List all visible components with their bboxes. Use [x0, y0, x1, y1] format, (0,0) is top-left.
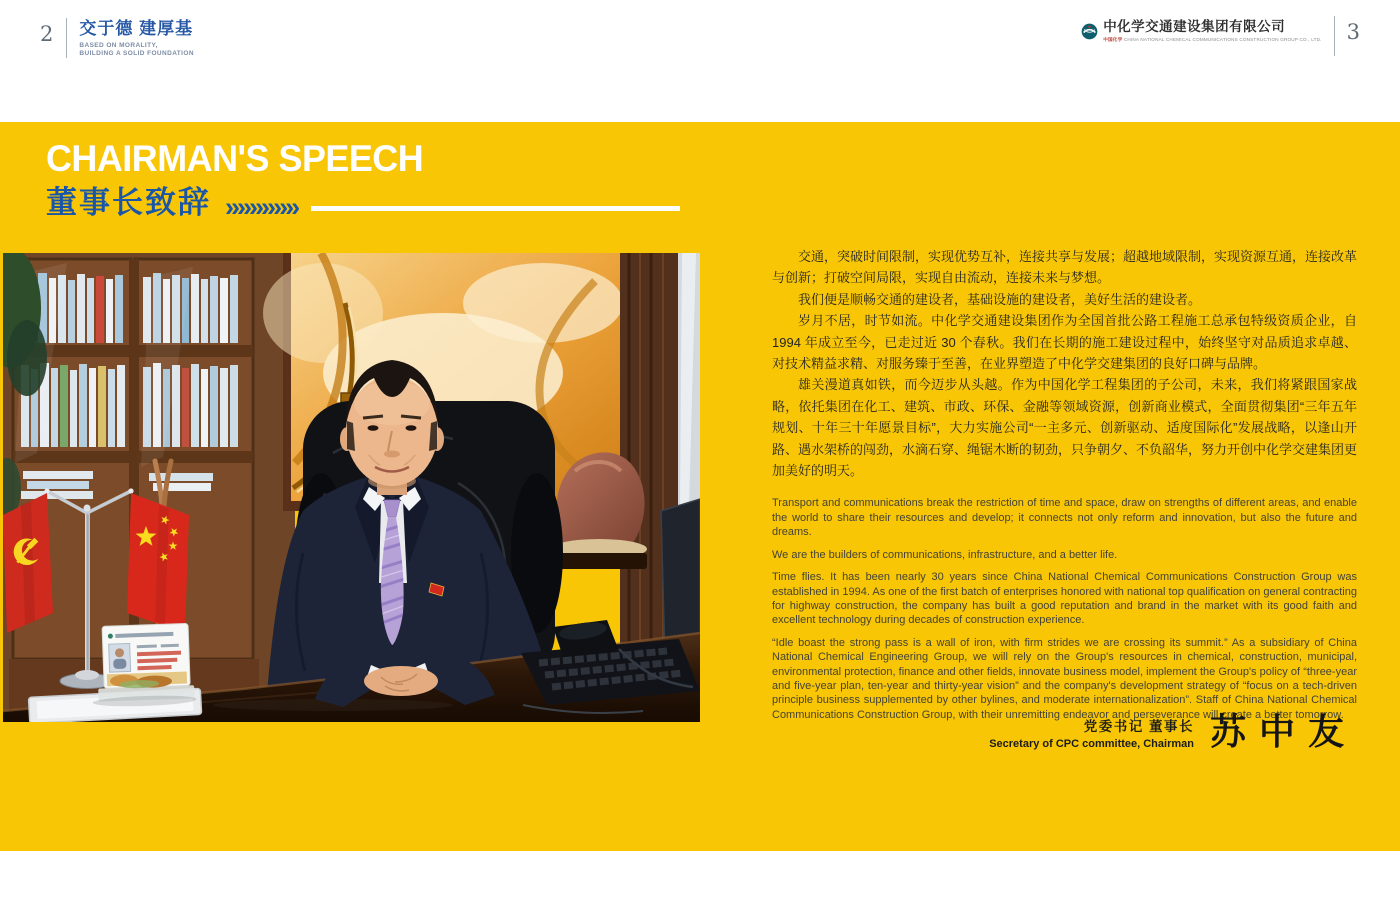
right-page-number: 3: [1346, 20, 1360, 44]
title-rule: [311, 206, 680, 211]
cpc-flag-icon: [3, 493, 53, 633]
page-header: [0, 0, 1400, 122]
signature-title-en: Secretary of CPC committee, Chairman: [989, 737, 1194, 750]
header-divider: [66, 18, 67, 58]
slogan-en: [79, 42, 194, 59]
company-name-sub: [1103, 37, 1321, 43]
company-sub-en: CHINA NATIONAL CHEMICAL COMMUNICATIONS CONSTRUCTION GROUP CO., LTD.: [1123, 36, 1322, 42]
window-blinds: [678, 253, 700, 508]
signature-block: [989, 711, 1357, 753]
china-flag-icon: [127, 493, 189, 633]
speech-paragraph-cn-1: 交通，突破时间限制，实现优势互补，连接共享与发展；超越地域限制，实现资源互通，连接改革与创新；打破空间局限，实现自由流动，连接未来与梦想。: [772, 249, 1358, 286]
slogan-en-line1: BASED ON MORALITY,: [79, 41, 158, 49]
speech-body: [772, 246, 1357, 722]
speech-paragraph-en-4: “Idle boast the strong pass is a wall of iron, with firm strides we are crossing its summit.” As a subsidiary of China National Chemical Engineering Group, we will rely on the Group's resources in chemical, construction, municipal, environmental protection, finance and other fields, innovate business model, implement the Group's policy of “three-year and five-year plan, ten-year and thirty-year vision” and the company's development strategy of “focus on a tech-driven principle business supplemented by other bylines, and moderate internationalization”. Staff of China National Chemical Communications Construction Group, with their unremitting endeavor and perseverance will create a better tomorrow.: [772, 636, 1357, 721]
signature-title-cn: 党委书记 董事长: [1083, 718, 1194, 734]
title-block: [46, 140, 680, 221]
slogan-cn: 交于德 建厚基: [79, 19, 194, 38]
speech-paragraph-en-3: Time flies. It has been nearly 30 years since China National Chemical Communications Construction Group was established in 1994. As one of the first batch of enterprises honored with national top qualification on general contracting for highway construction, the company has built a good reputation and brand in the market with its good faith and excellent technology during decades of construction experience.: [772, 571, 1357, 627]
speech-paragraph-cn-3: 岁月不居，时节如流。中化学交通建设集团作为全国首批公路工程施工总承包特级资质企业，自 1994 年成立至今，已走过近 30 个春秋。我们在长期的施工建设过程中，始终坚守对品质追求卓越、对技术精益求精、对服务臻于至善，在业界塑造了中化学交建集团的良好口碑与品牌。: [772, 313, 1357, 372]
slogan-en-line2: BUILDING A SOLID FOUNDATION: [79, 50, 194, 58]
chevrons-icon: »»»»»»: [225, 191, 298, 222]
chairman-photo: [3, 253, 700, 722]
speech-paragraph-cn-2: 我们便是顺畅交通的建设者，基础设施的建设者，美好生活的建设者。: [798, 291, 1202, 307]
company-logo: [1081, 20, 1321, 43]
name-card: [90, 623, 197, 708]
left-page-number: 2: [40, 22, 54, 46]
company-name-cn: 中化学交通建设集团有限公司: [1103, 19, 1286, 34]
page-title-en: CHAIRMAN'S SPEECH: [46, 138, 424, 179]
header-right: [1081, 14, 1360, 56]
company-logo-icon: [1081, 23, 1098, 40]
brand-slogan: [79, 16, 194, 59]
company-sub-cn: 中国化学: [1103, 36, 1123, 42]
signature-name: 苏中友: [1209, 711, 1357, 753]
chairman-speech-section: [0, 122, 1400, 851]
page-title-cn: 董事长致辞: [46, 185, 211, 221]
speech-paragraph-cn-4: 雄关漫道真如铁，而今迈步从头越。作为中国化学工程集团的子公司，未来，我们将紧跟国家战略，依托集团在化工、建筑、市政、环保、金融等领域资源，创新商业模式，全面贯彻集团“三年五年规划、十年三十年愿景目标”，大力实施公司“一主多元、创新驱动、适度国际化”发展战略，以逢山开路、遇水架桥的闯劲，水滴石穿、绳锯木断的韧劲，只争朝夕、不负韶华，努力开创中化学交建集团更加美好的明天。: [772, 377, 1358, 479]
header-left: [40, 16, 194, 59]
speech-paragraph-en-2: We are the builders of communications, infrastructure, and a better life.: [772, 548, 1118, 561]
signature-titles: [989, 715, 1194, 750]
header-divider: [1334, 16, 1335, 56]
title-row: [46, 186, 680, 221]
company-logo-text: [1103, 20, 1321, 43]
speech-paragraph-en-1: Transport and communications break the restriction of time and space, draw on strengths of different areas, and enable the world to share their resources and develop; it connects not only reform and innovation, but also the future and dreams.: [772, 497, 1357, 539]
